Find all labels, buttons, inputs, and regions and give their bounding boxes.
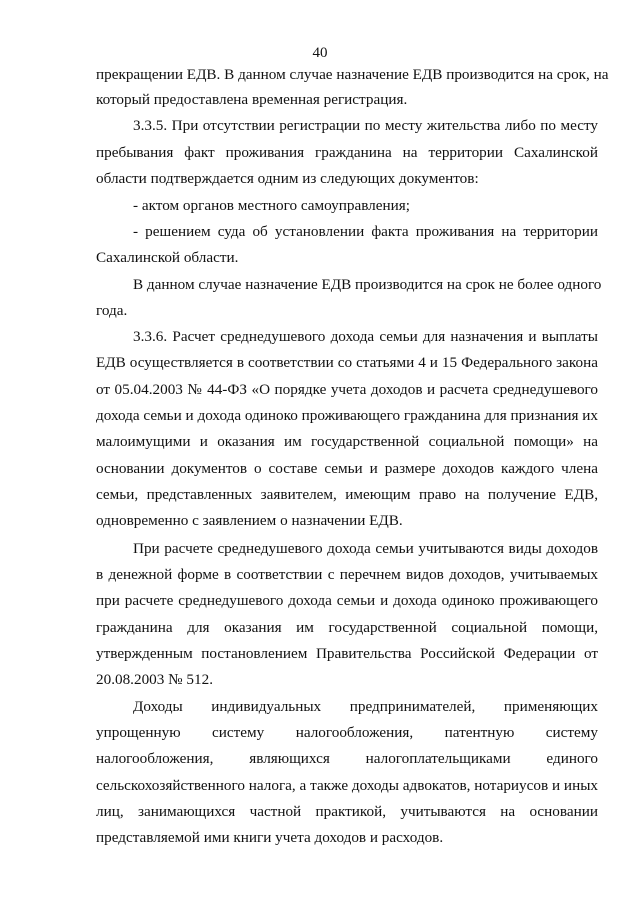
text-line: В данном случае назначение ЕДВ производится на срок не более одного [133, 276, 602, 293]
text-line: представляемой ими книги учета доходов и расходов. [96, 829, 444, 846]
text-line: при расчете среднедушевого дохода семьи и дохода одиноко проживающего [96, 592, 598, 609]
text-line: дохода семьи и дохода одиноко проживающего гражданина для признания их [96, 407, 598, 424]
text-line: лиц, занимающихся частной практикой, учитываются на основании [96, 803, 598, 820]
text-line: основании документов о составе семьи и размере доходов каждого члена [96, 460, 598, 477]
text-line: в денежной форме в соответствии с перечнем видов доходов, учитываемых [96, 566, 598, 583]
text-line: 20.08.2003 № 512. [96, 671, 214, 688]
text-line: Сахалинской области. [96, 249, 239, 266]
text-line: пребывания факт проживания гражданина на территории Сахалинской [96, 144, 598, 161]
text-line: от 05.04.2003 № 44-ФЗ «О порядке учета доходов и расчета среднедушевого [96, 381, 598, 398]
text-line: 3.3.5. При отсутствии регистрации по месту жительства либо по месту [133, 117, 598, 134]
text-line: малоимущими и оказания им государственной социальной помощи» на [96, 433, 598, 450]
text-line: одновременно с заявлением о назначении ЕДВ. [96, 512, 403, 529]
text-line: прекращении ЕДВ. В данном случае назначение ЕДВ производится на срок, на [96, 66, 609, 83]
text-line: При расчете среднедушевого дохода семьи учитываются виды доходов [133, 540, 598, 557]
text-line: утвержденным постановлением Правительства Российской Федерации от [96, 645, 598, 662]
text-line: упрощенную систему налогообложения, патентную систему [96, 724, 598, 741]
text-line: Доходы индивидуальных предпринимателей, применяющих [133, 698, 598, 715]
text-line: 3.3.6. Расчет среднедушевого дохода семьи для назначения и выплаты [133, 328, 598, 345]
text-line: - актом органов местного самоуправления; [133, 197, 410, 214]
text-line: года. [96, 302, 128, 319]
text-line: семьи, представленных заявителем, имеющим право на получение ЕДВ, [96, 486, 598, 503]
page-number: 40 [312, 45, 328, 61]
text-line: области подтверждается одним из следующих документов: [96, 170, 479, 187]
text-line: сельскохозяйственного налога, а также доходы адвокатов, нотариусов и иных [96, 777, 598, 794]
text-line: налогообложения, являющихся налогоплательщиками единого [96, 750, 598, 767]
text-line: который предоставлена временная регистрация. [96, 91, 408, 108]
text-line: гражданина для оказания им государственной социальной помощи, [96, 619, 598, 636]
text-line: ЕДВ осуществляется в соответствии со статьями 4 и 15 Федерального закона [96, 354, 598, 371]
text-line: - решением суда об установлении факта проживания на территории [133, 223, 598, 240]
